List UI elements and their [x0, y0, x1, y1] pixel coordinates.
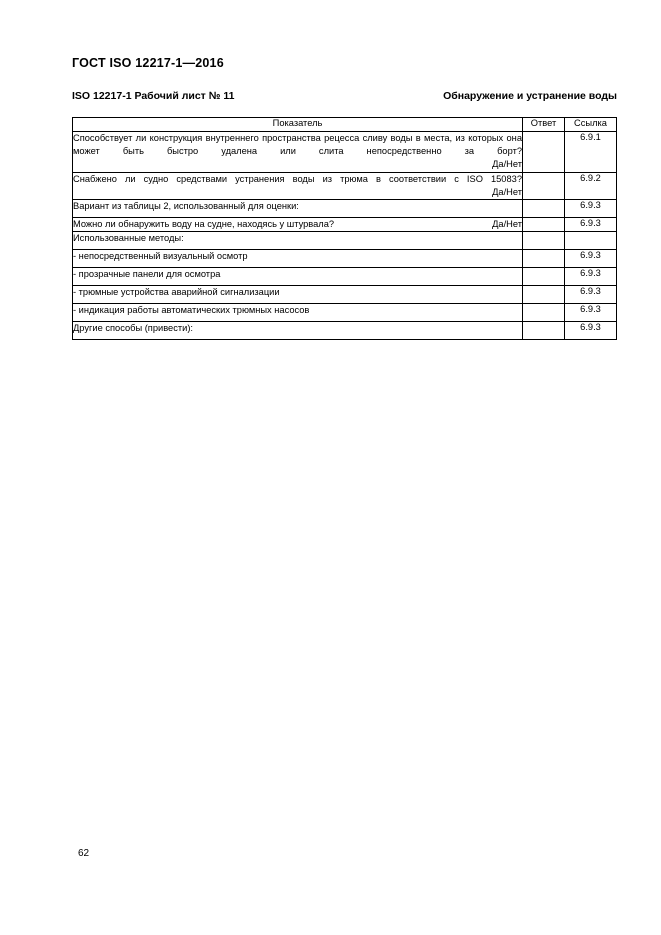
cell-reference: 6.9.2 — [565, 172, 617, 199]
cell-reference: 6.9.3 — [565, 286, 617, 304]
cell-answer[interactable] — [523, 250, 565, 268]
column-header-indicator: Показатель — [73, 118, 523, 132]
table-row — [73, 172, 617, 199]
cell-reference: 6.9.3 — [565, 199, 617, 217]
cell-answer[interactable] — [523, 268, 565, 286]
cell-reference: 6.9.1 — [565, 132, 617, 173]
table-row — [73, 304, 617, 322]
table-row — [73, 232, 617, 250]
cell-reference — [565, 232, 617, 250]
column-header-reference: Ссылка — [565, 118, 617, 132]
indicator-text: - прозрачные панели для осмотра — [73, 269, 221, 280]
worksheet-title-row — [72, 90, 617, 102]
cell-reference: 6.9.3 — [565, 304, 617, 322]
indicator-text: Другие способы (привести): — [73, 323, 193, 334]
table-row — [73, 217, 617, 231]
cell-indicator — [73, 268, 523, 286]
cell-answer[interactable] — [523, 217, 565, 231]
indicator-text: Вариант из таблицы 2, использованный для оценки: — [73, 200, 299, 211]
cell-reference: 6.9.3 — [565, 268, 617, 286]
cell-indicator — [73, 172, 523, 199]
page-number: 62 — [78, 848, 90, 859]
cell-indicator — [73, 132, 523, 173]
cell-answer[interactable] — [523, 199, 565, 217]
cell-answer[interactable] — [523, 172, 565, 199]
standard-header: ГОСТ ISO 12217-1—2016 — [72, 56, 224, 70]
table-row — [73, 132, 617, 173]
cell-answer[interactable] — [523, 286, 565, 304]
cell-answer[interactable] — [523, 304, 565, 322]
cell-reference: 6.9.3 — [565, 217, 617, 231]
cell-answer[interactable] — [523, 322, 565, 340]
cell-indicator — [73, 286, 523, 304]
worksheet-title-left: ISO 12217-1 Рабочий лист № 11 — [72, 90, 235, 102]
yes-no-label: Да/Нет — [492, 186, 522, 197]
cell-indicator — [73, 199, 523, 217]
table-header-row — [73, 118, 617, 132]
indicator-text: Снабжено ли судно средствами устранения воды из трюма в соответствии с ISO 15083? — [73, 173, 522, 184]
cell-indicator — [73, 232, 523, 250]
cell-indicator — [73, 304, 523, 322]
worksheet-title-right: Обнаружение и устранение воды — [443, 90, 617, 102]
indicator-text: - непосредственный визуальный осмотр — [73, 251, 248, 262]
cell-reference: 6.9.3 — [565, 250, 617, 268]
worksheet-table — [72, 117, 617, 340]
table-row — [73, 199, 617, 217]
column-header-answer: Ответ — [523, 118, 565, 132]
cell-indicator — [73, 322, 523, 340]
yes-no-label: Да/Нет — [492, 218, 522, 229]
table-row — [73, 268, 617, 286]
indicator-text: - индикация работы автоматических трюмных насосов — [73, 305, 310, 316]
table-body — [73, 132, 617, 340]
indicator-text: Использованные методы: — [73, 233, 184, 244]
cell-answer[interactable] — [523, 232, 565, 250]
table-row — [73, 250, 617, 268]
cell-indicator — [73, 250, 523, 268]
yes-no-label: Да/Нет — [492, 159, 522, 170]
indicator-text: Можно ли обнаружить воду на судне, находясь у штурвала? — [73, 218, 335, 229]
cell-reference: 6.9.3 — [565, 322, 617, 340]
indicator-text: - трюмные устройства аварийной сигнализации — [73, 287, 280, 298]
table-row — [73, 286, 617, 304]
cell-answer[interactable] — [523, 132, 565, 173]
cell-indicator — [73, 217, 523, 231]
table-row — [73, 322, 617, 340]
indicator-text: Способствует ли конструкция внутреннего пространства рецесса сливу воды в места, из которых она может быть быстро удалена или слита непосредственно за борт? — [73, 133, 522, 157]
